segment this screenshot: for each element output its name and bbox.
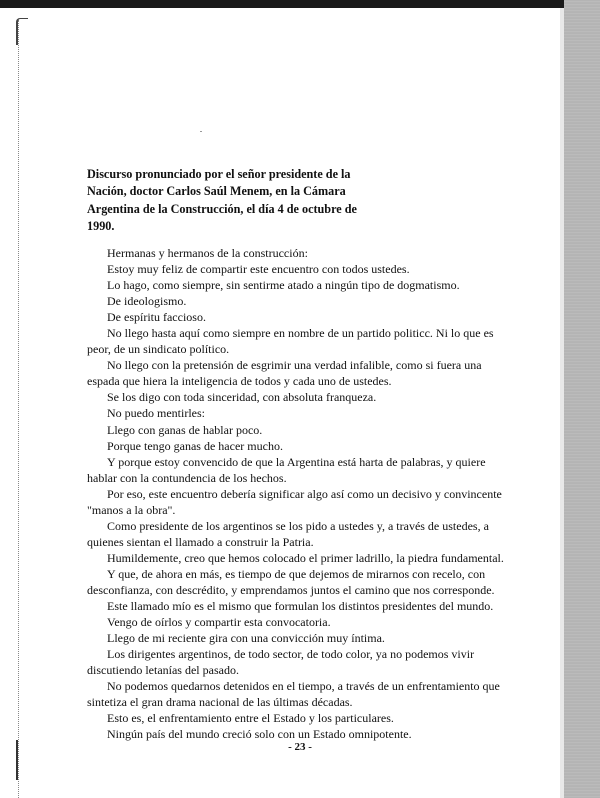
- paragraph: Hermanas y hermanos de la construcción:: [107, 246, 308, 260]
- paragraph: Como presidente de los argentinos se los pido a ustedes y, a través de ustedes, a quienes sientan el llamado a construir la Patria.: [87, 518, 489, 549]
- scan-binding-edge: [18, 20, 25, 798]
- paragraph: Este llamado mío es el mismo que formulan los distintos presidentes del mundo.: [107, 599, 494, 614]
- paragraph: Porque tengo ganas de hacer mucho.: [107, 438, 283, 453]
- paragraph: Llego con ganas de hablar poco.: [107, 422, 263, 437]
- paragraph: Y porque estoy convencido de que la Argentina está harta de palabras, y quiere hablar con la contundencia de los hechos.: [87, 454, 486, 485]
- speech-body: [87, 245, 513, 742]
- scan-binding-curve-bottom: [16, 740, 28, 780]
- speech-title: Discurso pronunciado por el señor presidente de la Nación, doctor Carlos Saúl Menem, en la Cámara Argentina de la Construcción, el día 4 de octubre de 1990.: [87, 167, 357, 233]
- paragraph: Vengo de oírlos y compartir esta convocatoria.: [107, 615, 331, 630]
- paragraph: Los dirigentes argentinos, de todo sector, de todo color, ya no podemos vivir discutiendo letanías del pasado.: [87, 647, 475, 678]
- paragraph: Humildemente, creo que hemos colocado el primer ladrillo, la piedra fundamental.: [107, 550, 504, 565]
- paragraph: Ningún país del mundo creció solo con un Estado omnipotente.: [107, 727, 412, 742]
- page-number: - 23 -: [288, 741, 312, 753]
- paragraph: No llego hasta aquí como siempre en nombre de un partido politicc. Ni lo que es peor, de un sindicato político.: [87, 326, 494, 357]
- paragraph: No llego con la pretensión de esgrimir una verdad infalible, como si fuera una espada que hiera la inteligencia de todos y cada uno de ustedes.: [87, 358, 482, 389]
- paragraph: No podemos quedarnos detenidos en el tiempo, a través de un enfrentamiento que sintetiza el gran drama nacional de las últimas décadas.: [87, 679, 500, 710]
- paragraph: Llego de mi reciente gira con una convicción muy íntima.: [107, 631, 385, 646]
- scan-right-edge: [564, 0, 600, 798]
- paragraph: No puedo mentirles:: [107, 406, 205, 421]
- paragraph: Y que, de ahora en más, es tiempo de que dejemos de mirarnos con recelo, con desconfianza, con descrédito, y emprendamos juntos el camino que nos corresponde.: [87, 566, 495, 597]
- scan-binding-curve-top: [16, 18, 28, 45]
- paragraph: Esto es, el enfrentamiento entre el Estado y los particulares.: [107, 711, 394, 726]
- paragraph: Se los digo con toda sinceridad, con absoluta franqueza.: [107, 390, 377, 405]
- paragraph: Lo hago, como siempre, sin sentirme atado a ningún tipo de dogmatismo.: [107, 278, 460, 293]
- scan-speck: [200, 131, 202, 132]
- scan-top-border: [0, 0, 600, 8]
- scan-right-edge-inner: [560, 8, 564, 798]
- paragraph: De espíritu faccioso.: [107, 310, 206, 325]
- paragraph: De ideologismo.: [107, 294, 187, 309]
- paragraph: Estoy muy feliz de compartir este encuentro con todos ustedes.: [107, 262, 410, 277]
- paragraph: Por eso, este encuentro debería significar algo así como un decisivo y convincente "manos a la obra".: [87, 486, 502, 517]
